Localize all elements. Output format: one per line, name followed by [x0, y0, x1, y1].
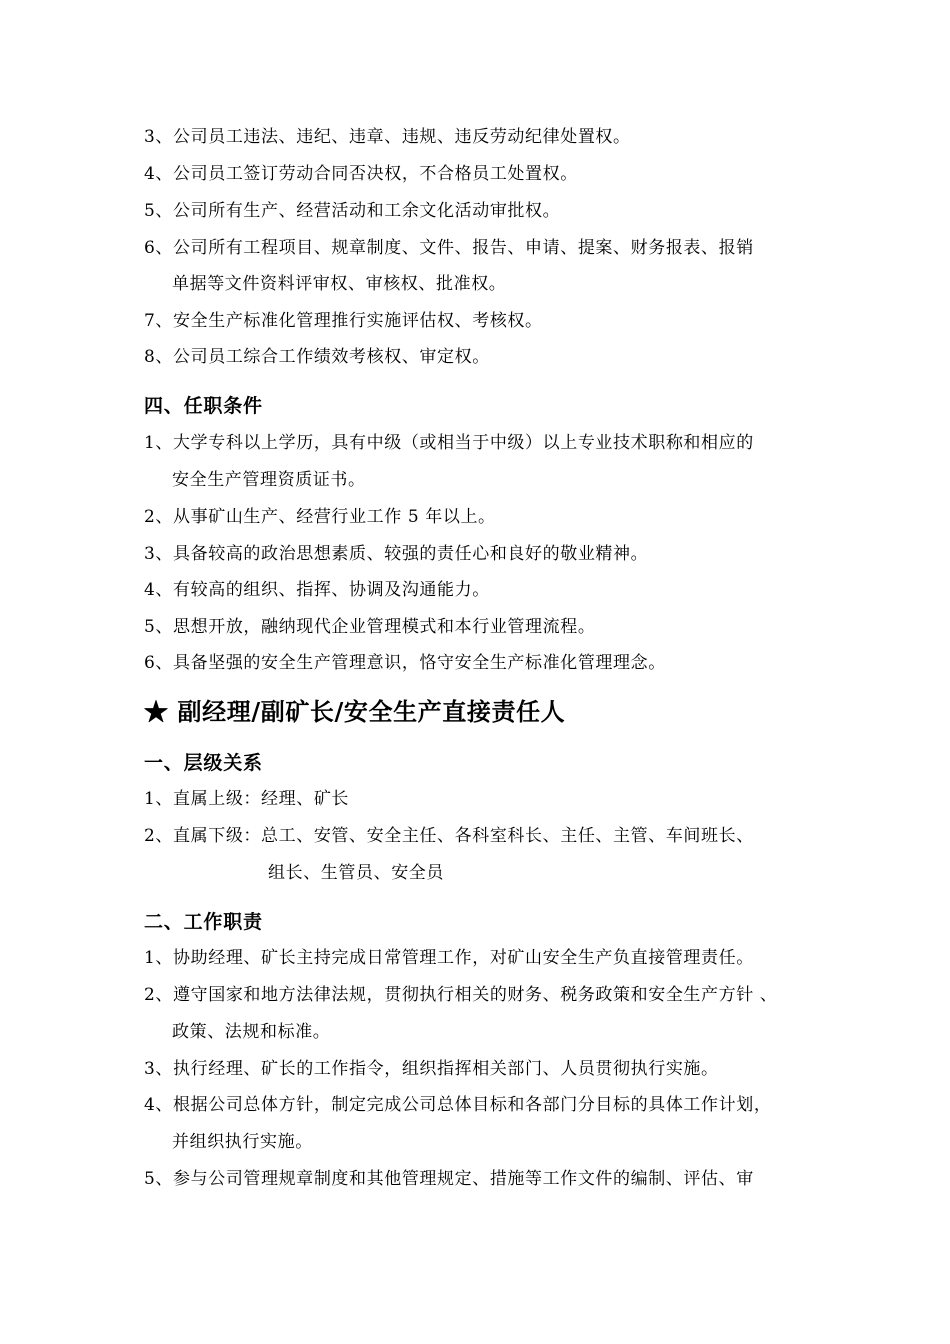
list-item: 8、公司员工综合工作绩效考核权、审定权。	[144, 347, 490, 367]
list-item: 4、公司员工签订劳动合同否决权，不合格员工处置权。	[144, 164, 578, 184]
list-item: 1、直属上级：经理、矿长	[144, 789, 350, 809]
list-item-continuation: 单据等文件资料评审权、审核权、批准权。	[172, 274, 507, 294]
list-item: 3、具备较高的政治思想素质、较强的责任心和良好的敬业精神。	[144, 544, 649, 564]
list-item-continuation: 安全生产管理资质证书。	[172, 470, 366, 490]
list-item: 5、参与公司管理规章制度和其他管理规定、措施等工作文件的编制、评估、审	[144, 1169, 754, 1189]
section-heading: 二、工作职责	[144, 911, 263, 933]
list-item: 7、安全生产标准化管理推行实施评估权、考核权。	[144, 311, 543, 331]
list-item: 2、直属下级：总工、安管、安全主任、各科室科长、主任、主管、车间班长、	[144, 826, 754, 846]
section-heading: 一、层级关系	[144, 752, 263, 774]
list-item: 4、根据公司总体方针，制定完成公司总体目标和各部门分目标的具体工作计划，	[144, 1095, 772, 1115]
list-item: 1、大学专科以上学历，具有中级（或相当于中级）以上专业技术职称和相应的	[144, 433, 754, 453]
list-item: 3、公司员工违法、违纪、违章、违规、违反劳动纪律处置权。	[144, 127, 631, 147]
list-item: 3、执行经理、矿长的工作指令，组织指挥相关部门、人员贯彻执行实施。	[144, 1059, 719, 1079]
list-item: 6、具备坚强的安全生产管理意识，恪守安全生产标准化管理理念。	[144, 653, 666, 673]
list-item: 2、从事矿山生产、经营行业工作 5 年以上。	[144, 507, 496, 527]
section-heading: 四、任职条件	[144, 395, 263, 417]
list-item: 5、公司所有生产、经营活动和工余文化活动审批权。	[144, 201, 561, 221]
list-item-continuation: 组长、生管员、安全员	[268, 863, 444, 883]
list-item: 5、思想开放，融纳现代企业管理模式和本行业管理流程。	[144, 617, 596, 637]
list-item: 6、公司所有工程项目、规章制度、文件、报告、申请、提案、财务报表、报销	[144, 238, 754, 258]
list-item-continuation: 政策、法规和标准。	[172, 1022, 331, 1042]
list-item: 4、有较高的组织、指挥、协调及沟通能力。	[144, 580, 490, 600]
list-item: 1、协助经理、矿长主持完成日常管理工作，对矿山安全生产负直接管理责任。	[144, 948, 754, 968]
list-item-continuation: 并组织执行实施。	[172, 1132, 313, 1152]
role-title: ★ 副经理/副矿长/安全生产直接责任人	[144, 697, 566, 726]
list-item: 2、遵守国家和地方法律法规，贯彻执行相关的财务、税务政策和安全生产方针 、	[144, 985, 778, 1005]
